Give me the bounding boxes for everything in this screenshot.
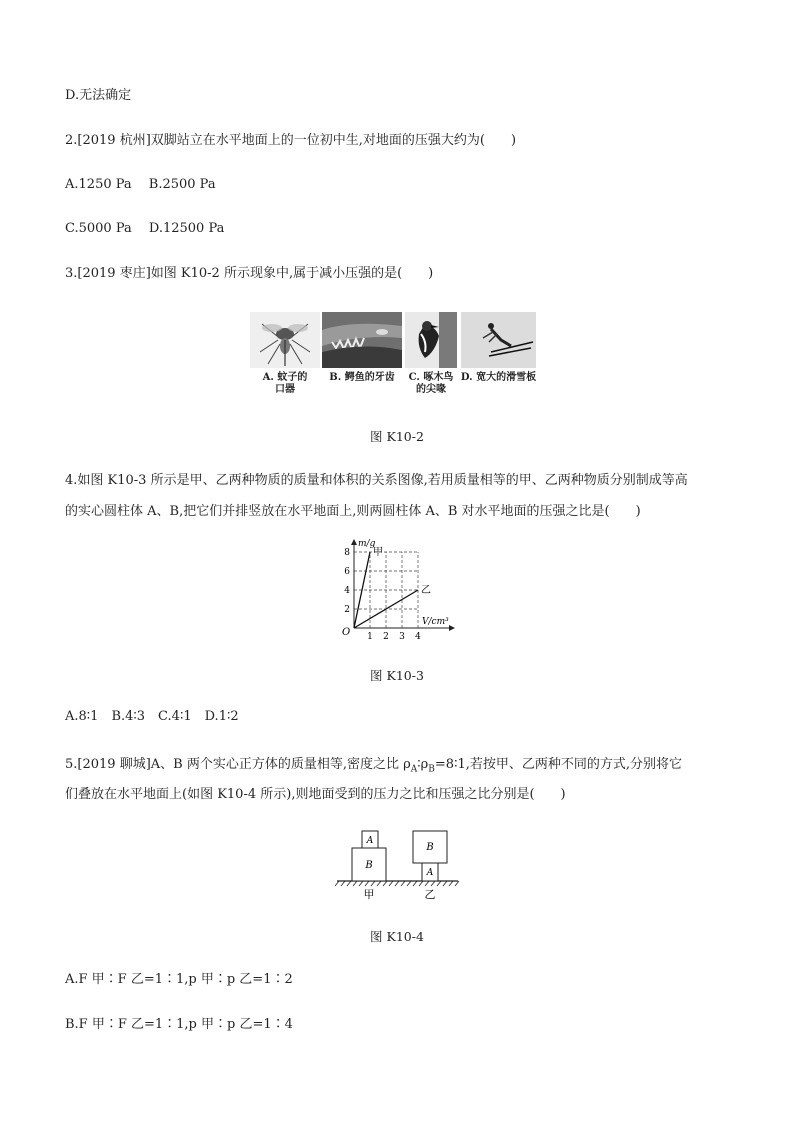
- x-axis-label: V/cm³: [422, 617, 449, 627]
- q5-option-a: A.F 甲∶F 乙=1∶1,p 甲∶p 乙=1∶2: [65, 972, 293, 987]
- x-tick-label: 3: [399, 632, 405, 642]
- y-tick-label: 8: [344, 548, 350, 558]
- q2-options-row2: C.5000 Pa D.12500 Pa: [65, 221, 225, 236]
- chart-grid: [354, 552, 418, 628]
- cube-a-left-label: A: [366, 836, 374, 846]
- q3-label-a: A. 蚊子的 口器: [262, 372, 308, 395]
- chart-k10-3: [330, 536, 460, 651]
- q5-stem-line2: 们叠放在水平地面上(如图 K10-4 所示),则地面受到的压力之比和压强之比分别是( ): [65, 787, 566, 802]
- crocodile-photo: [322, 312, 402, 368]
- q1-option-d: D.无法确定: [65, 88, 132, 103]
- q2-stem: 2.[2019 杭州]双脚站立在水平地面上的一位初中生,对地面的压强大约为( ): [65, 133, 517, 148]
- y-tick-label: 6: [344, 567, 350, 577]
- figure-k10-3-caption: 图 K10-3: [370, 668, 424, 683]
- cube-b-right-label: B: [426, 842, 434, 853]
- cube-b-left-label: B: [365, 860, 373, 871]
- x-tick-label: 4: [415, 632, 421, 642]
- q4-stem-line1: 4.如图 K10-3 所示是甲、乙两种物质的质量和体积的关系图像,若用质量相等的甲、乙两种物质分别制成等高: [65, 473, 688, 488]
- diagram-k10-4: [335, 826, 460, 904]
- q4-stem-line2: 的实心圆柱体 A、B,把它们并排竖放在水平地面上,则两圆柱体 A、B 对水平地面的压强之比是( ): [65, 504, 641, 519]
- q2-options-row1: A.1250 Pa B.2500 Pa: [65, 177, 216, 192]
- label-yi: 乙: [424, 888, 436, 901]
- q3-label-c: C. 啄木鸟 的尖喙: [408, 372, 454, 395]
- figure-k10-4-caption: 图 K10-4: [370, 929, 424, 944]
- x-tick-label: 2: [383, 632, 389, 642]
- origin-label: O: [342, 627, 351, 638]
- series-label: 乙: [421, 585, 431, 596]
- q3-label-b: B. 鳄鱼的牙齿: [329, 372, 395, 383]
- mosquito-photo: [250, 312, 320, 368]
- y-tick-label: 2: [344, 605, 350, 615]
- y-tick-label: 4: [344, 586, 350, 596]
- figure-k10-2-caption: 图 K10-2: [370, 429, 424, 444]
- label-jia: 甲: [363, 888, 375, 901]
- woodpecker-photo: [405, 312, 457, 368]
- skier-photo: [461, 312, 536, 368]
- series-label: 甲: [373, 547, 383, 558]
- x-tick-label: 1: [367, 632, 373, 642]
- ground-hatching: [335, 881, 459, 886]
- q5-stem-line1: 5.[2019 聊城]A、B 两个实心正方体的质量相等,密度之比 $\rho_A∶\rho_B=8∶1$,若按甲、乙两种不同的方式,分别将它: [65, 757, 682, 775]
- y-axis-label: m/g: [358, 539, 376, 549]
- q4-options: A.8∶1 B.4∶3 C.4∶1 D.1∶2: [65, 709, 239, 724]
- q3-label-d: D. 宽大的滑雪板: [460, 372, 537, 383]
- chart-series: [354, 546, 431, 628]
- q5-option-b: B.F 甲∶F 乙=1∶1,p 甲∶p 乙=1∶4: [65, 1017, 293, 1032]
- cube-a-right-label: A: [426, 868, 434, 878]
- q3-stem: 3.[2019 枣庄]如图 K10-2 所示现象中,属于减小压强的是( ): [65, 266, 434, 281]
